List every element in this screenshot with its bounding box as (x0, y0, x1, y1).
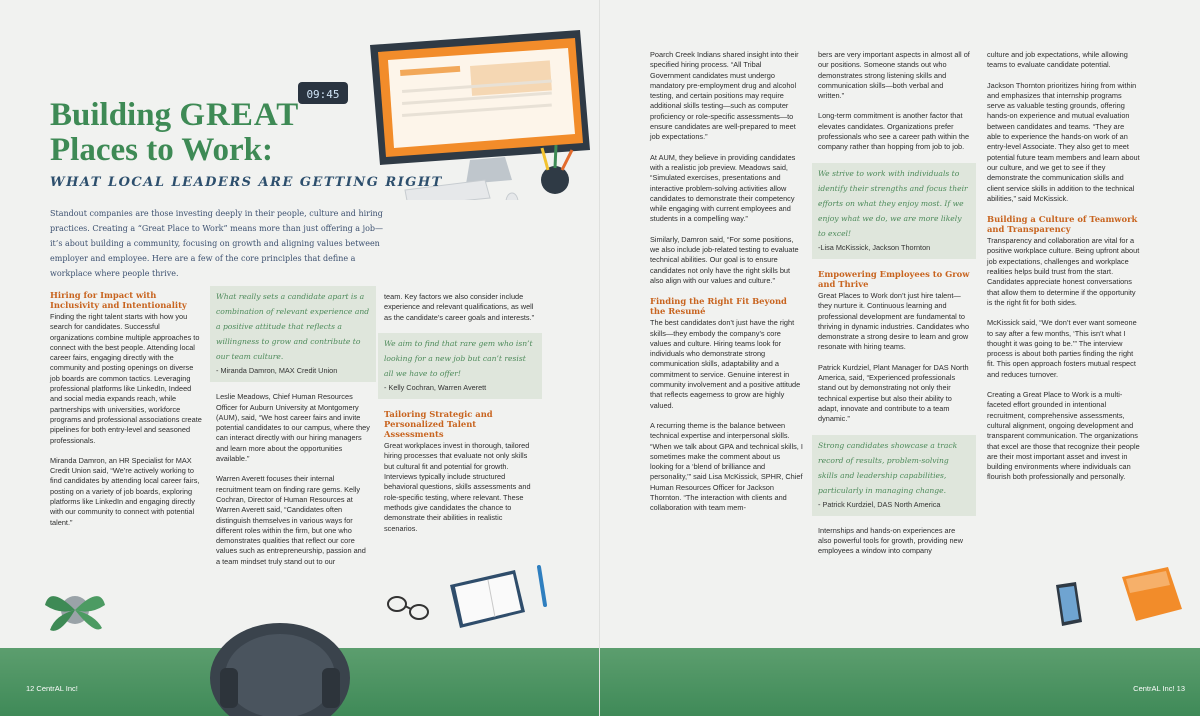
column-2 (216, 286, 370, 577)
column-3 (384, 292, 536, 544)
orange-notebook-icon (1116, 565, 1188, 625)
column-4 (650, 50, 803, 524)
paragraph: At AUM, they believe in providing candidates with a realistic job preview. Meadows said, “Simulated exercises, presentations and interactive problem-solving activities allow candidates to demonstrate their competency while engaging with current employees and students in a compelling way.” (650, 152, 796, 224)
paragraph: Poarch Creek Indians shared insight into their specified hiring process. “All Tribal Government candidates must undergo mandatory pre-employment drug and alcohol testing, and certain positions may require additional skills testing—such as computer proficiency or role-specific assessments—to ensure candidates are well-prepared to meet job expectations.” (650, 50, 799, 142)
paragraph: Finding the right talent starts with how you search for candidates. Successful organizations combine multiple approaches to connect with the best people. Attending local career fairs, engaging directly with the community and posting openings on diverse job boards are common tactics. Leveraging professional platforms like LinkedIn, Indeed and social media expands reach, while partnerships with universities, workforce programs and professional associations create pipelines for both entry-level and seasoned professionals. (50, 312, 202, 445)
paragraph: Similarly, Damron said, “For some positions, we also include job-related testing to evaluate technical abilities. Our goal is to ensure candidates not only have the right skills but also align with our values and culture.” (650, 234, 799, 285)
notebook-icon (440, 570, 530, 630)
section-heading-fit: Finding the Right Fit Beyond the Resumé (650, 296, 787, 317)
article-intro: Standout companies are those investing deeply in their people, culture and hiring practices. Creating a “Great Place to Work” means more than just offering a job—it’s about building a community, focusing on growth and aligning values between employer and employee. Here are a few of the core principles that define a workplace where people thrive. (50, 209, 384, 278)
paragraph: Great Places to Work don’t just hire talent—they nurture it. Continuous learning and professional development are fundamental to thriving in dynamic industries. Candidates who demonstrate a strong desire to learn and grow resonate with hiring teams. (818, 290, 970, 352)
paragraph: A recurring theme is the balance between technical expertise and interpersonal skills. “When we talk about GPA and technical skills, I sometimes make the comment about us looking for a ‘blend of brilliance and personality,’” said Lisa McKissick, SPHR, Chief Human Resources Officer for Jackson Thornton. “The interaction with clients and collaboration with team mem- (650, 420, 803, 513)
right-page (600, 0, 1200, 716)
column-1 (50, 290, 202, 538)
page-footer-left: 12 CentrAL Inc! (26, 684, 78, 693)
paragraph: Leslie Meadows, Chief Human Resources Officer for Auburn University at Montgomery (AUM), said, “We host career fairs and invite potential candidates to our campus, where they can interact directly with our hiring managers and learn more about the opportunities available.” (216, 392, 370, 464)
article-title: Building GREAT Places to Work: (50, 97, 300, 168)
paragraph: McKissick said, “We don’t ever want someone to say after a few months, ‘This isn’t what I thought it was going to be.’” The interview process is about both parties finding the right fit. This open approach fosters mutual respect and reduces turnover. (987, 318, 1137, 379)
pull-quote-text: We strive to work with individuals to identify their strengths and focus their efforts on what they enjoy most. If we enjoy what we do, we are more likely to excel! (818, 168, 968, 238)
plant-icon (40, 580, 110, 640)
mouse-icon (506, 193, 518, 200)
pen-icon (535, 565, 549, 610)
paragraph: Great workplaces invest in thorough, tailored hiring processes that evaluate not only skills but cultural fit and potential for growth. Interviews typically include structured behavioral questions, skills assessments and role-specific testing, where relevant. These methods give candidates the chance to demonstrate their abilities in realistic scenarios. (384, 441, 531, 533)
paragraph: Long-term commitment is another factor that elevates candidates. Organizations prefer professionals who see a career path within the company rather than hopping from job to job. (818, 111, 970, 152)
paragraph: Internships and hands-on experiences are also powerful tools for growth, providing new employees a window into company (818, 525, 963, 556)
pull-quote-text: We aim to find that rare gem who isn’t looking for a new job but can’t resist all we have to offer! (384, 338, 533, 378)
pull-quote-attribution: - Miranda Damron, MAX Credit Union (216, 366, 338, 375)
pull-quote-attribution: -Lisa McKissick, Jackson Thornton (818, 242, 931, 252)
paragraph: Creating a Great Place to Work is a multi-faceted effort grounded in intentional recruitment, comprehensive assessments, cultural alignment, ongoing development and transparent communication. The organizations that excel are those that recognize their people are their most important asset and invest in building environments where individuals can flourish both professionally and personally. (987, 390, 1140, 482)
pull-quote-text: What really sets a candidate apart is a combination of relevant experience and a positive attitude that reflects a willingness to grow and contribute to our team culture. (216, 292, 370, 361)
pull-quote (812, 163, 976, 259)
pull-quote-attribution: - Patrick Kurdziel, DAS North America (818, 499, 941, 509)
paragraph: Jackson Thornton prioritizes hiring from within and emphasizes that internship programs serve as valuable testing grounds, offering hands-on experience and mutual evaluation between candidates and teams. “They are able to experience the hands-on work of an entry-level Associate. They also get to meet potential future team members and learn about our culture, and we get to see if they demonstrate the communication skills and client service skills in addition to the technical abilities,” said McKissick. (987, 80, 1140, 203)
paragraph: bers are very important aspects in almost all of our positions. Someone stands out who demonstrates strong listening skills and communication skills—both verbal and written.” (818, 50, 970, 101)
page-footer-right: CentrAL Inc! 13 (1133, 684, 1185, 693)
paragraph: The best candidates don’t just have the right skills—they embody the company’s core values and culture. Hiring teams look for individuals who demonstrate strong communication skills, adaptability and a commitment to service. Genuine interest in community involvement and a positive attitude that reflects eagerness to grow are highly valued. (650, 318, 801, 410)
article-subtitle: WHAT LOCAL LEADERS ARE GETTING RIGHT (50, 175, 443, 190)
pull-quote-text: Strong candidates showcase a track record of results, problem-solving skills and leadership capabilities, particularly in managing change. (818, 440, 958, 495)
pull-quote (378, 333, 542, 399)
section-heading-assessments: Tailoring Strategic and Personalized Talent Assessments (384, 409, 493, 440)
column-5 (818, 50, 970, 567)
paragraph: Patrick Kurdziel, Plant Manager for DAS North America, said, “Experienced professionals stand out by demonstrating not only their technical expertise but also their ability to adapt, innovate and contribute to a team dynamic.” (818, 362, 969, 424)
section-heading-teamwork: Building a Culture of Teamwork and Transparency (987, 214, 1138, 235)
chair-icon (200, 598, 360, 716)
paragraph: Warren Averett focuses their internal recruitment team on finding rare gems. Kelly Cochran, Director of Human Resources at Warren Averett said, “Candidates often distinguish themselves in various ways for different roles within the firm, but one who demonstrates qualities that reflect our core values such as entrepreneurship, passion and a team mindset truly stand out to our (216, 474, 366, 566)
pull-quote-attribution: - Kelly Cochran, Warren Averett (384, 382, 487, 392)
pencil-cup-icon (541, 166, 569, 194)
paragraph: Miranda Damron, an HR Specialist for MAX Credit Union said, “We’re actively working to find candidates by attending local career fairs, posting on a variety of job boards, exploring platforms like LinkedIn and engaging directly with our community to connect with potential talent.” (50, 455, 200, 527)
pull-quote (812, 435, 976, 516)
column-6 (987, 50, 1140, 493)
paragraph: culture and job expectations, while allowing teams to evaluate candidate potential. (987, 50, 1128, 70)
phone-icon (1048, 580, 1088, 630)
ground-green-band (600, 648, 1200, 716)
section-heading-hiring: Hiring for Impact with Inclusivity and Intentionality (50, 290, 187, 310)
pull-quote (210, 286, 376, 382)
glasses-icon (385, 592, 435, 622)
clock-text: 09:45 (306, 88, 340, 101)
paragraph: team. Key factors we also consider include experience and relevant qualifications, as well as the candidate’s career goals and interests.” (384, 292, 535, 322)
section-heading-grow: Empowering Employees to Grow and Thrive (818, 268, 970, 289)
paragraph: Transparency and collaboration are vital for a positive workplace culture. Being upfront about job expectations, challenges and workplace realities helps build trust from the start. Candidates appreciate honest conversations that allow them to determine if the opportunity is the right fit for both sides. (987, 236, 1140, 307)
